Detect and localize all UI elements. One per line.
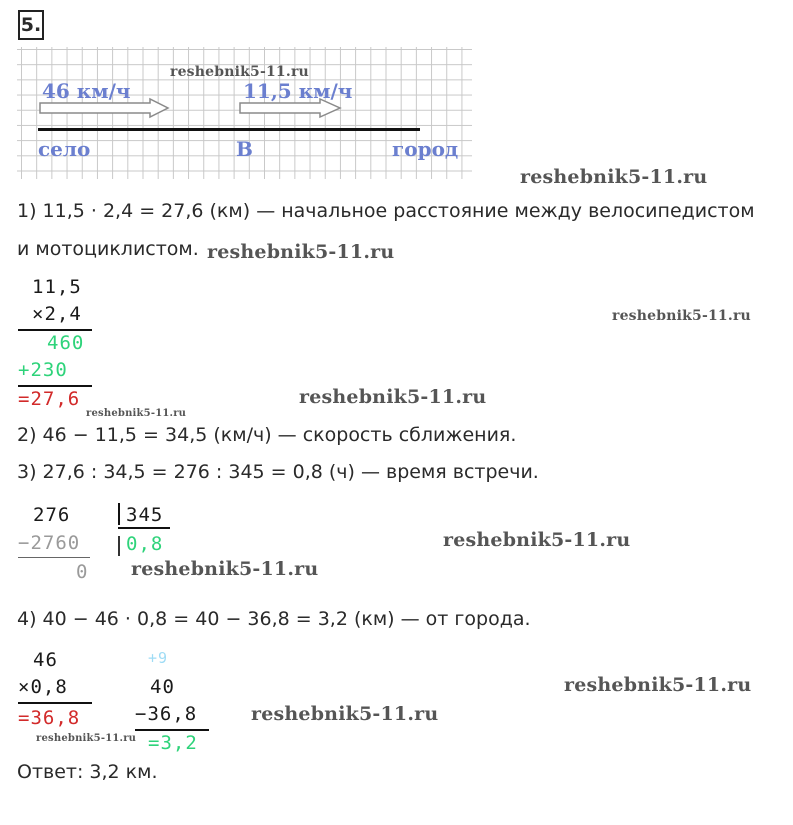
division-line2: [18, 557, 90, 558]
sub-a: 40: [150, 676, 175, 698]
mult1-partial1: 460: [47, 332, 85, 354]
watermark: reshebnik5-11.ru: [86, 408, 187, 419]
mult1-line2: [18, 385, 92, 387]
division-subtract: −2760: [18, 532, 81, 554]
mult1-line: [18, 329, 92, 331]
mult1-result: =27,6: [18, 388, 81, 410]
watermark: reshebnik5-11.ru: [564, 674, 752, 696]
task-number: 5.: [18, 10, 44, 40]
watermark: reshebnik5-11.ru: [299, 386, 487, 408]
step2-text: 2) 46 − 11,5 = 34,5 (км/ч) — скорость сближения.: [17, 424, 517, 446]
road-line: [38, 128, 420, 131]
watermark: reshebnik5-11.ru: [251, 703, 439, 725]
watermark: reshebnik5-11.ru: [36, 733, 137, 744]
mult2-a: 46: [33, 649, 58, 671]
division-remainder: 0: [76, 561, 89, 583]
watermark: reshebnik5-11.ru: [207, 241, 395, 263]
watermark: reshebnik5-11.ru: [443, 529, 631, 551]
watermark: reshebnik5-11.ru: [131, 558, 319, 580]
village-label: село: [38, 137, 91, 161]
speed-right-label: 11,5 км/ч: [243, 79, 353, 103]
sub-b: −36,8: [135, 703, 198, 725]
speed-left-label: 46 км/ч: [42, 79, 131, 103]
mult2-line: [18, 702, 92, 704]
sub-line: [135, 729, 209, 731]
step3-text: 3) 27,6 : 34,5 = 276 : 345 = 0,8 (ч) — время встречи.: [17, 461, 539, 483]
division-bar: [118, 503, 120, 525]
division-line: [118, 527, 170, 529]
sub-carry: +9: [148, 649, 169, 667]
answer: Ответ: 3,2 км.: [17, 761, 158, 783]
mult1-a: 11,5: [32, 276, 82, 298]
city-label: город: [392, 137, 459, 161]
division-bar-lower: [118, 536, 120, 556]
mult2-b: ×0,8: [18, 676, 68, 698]
step1-line2: и мотоциклистом.: [17, 238, 199, 260]
watermark: reshebnik5-11.ru: [612, 308, 751, 324]
step1-line1: 1) 11,5 · 2,4 = 27,6 (км) — начальное расстояние между велосипедистом: [17, 200, 755, 222]
division-divisor: 345: [126, 504, 164, 526]
step4-text: 4) 40 − 46 · 0,8 = 40 − 36,8 = 3,2 (км) — от города.: [17, 608, 531, 630]
watermark: reshebnik5-11.ru: [170, 64, 309, 80]
division-dividend: 276: [33, 504, 71, 526]
mult1-partial2: +230: [18, 359, 68, 381]
mult2-result: =36,8: [18, 707, 81, 729]
mult1-b: ×2,4: [32, 303, 82, 325]
sub-result: =3,2: [148, 732, 198, 754]
point-b-label: В: [236, 137, 253, 161]
watermark: reshebnik5-11.ru: [520, 166, 708, 188]
division-quotient: 0,8: [126, 533, 164, 555]
